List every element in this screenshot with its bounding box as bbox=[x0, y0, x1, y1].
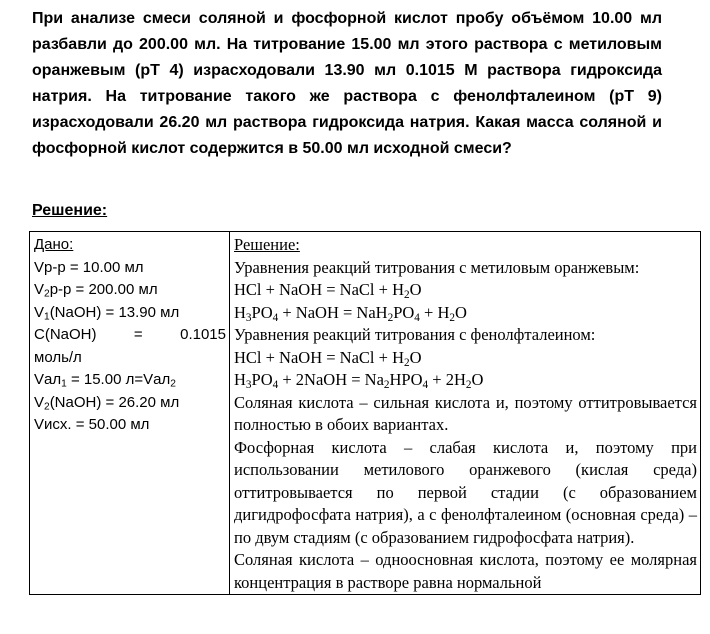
given-volume-solution: Vр-р = 10.00 мл bbox=[34, 258, 144, 276]
work-header: Решение: bbox=[234, 235, 300, 254]
paragraph-h3po4-weak: Фосфорная кислота – слабая кислота и, поэтому при использовании метилового оранжевого (кислая среда) оттитровывается по первой стадии (с образованием дигидрофосфата натрия), а с фенолфталеином (основная среда) – по двум стадиям (с образованием гидрофосфата натрия). bbox=[234, 437, 697, 547]
given-aliquot-volume: Vал$_1$ = 15.00 л=Vал$_2$ bbox=[34, 371, 176, 390]
given-cell bbox=[30, 232, 230, 595]
solution-table bbox=[29, 231, 701, 595]
equation-ph-hcl: HCl + NaOH = NaCl + $H_2O$ bbox=[234, 347, 422, 369]
intro-methyl-orange: Уравнения реакций титрования с метиловым оранжевым: bbox=[234, 257, 640, 277]
solution-cell bbox=[230, 232, 701, 595]
given-concentration-unit: моль/л bbox=[34, 348, 82, 366]
given-concentration-naoh: C(NaOH) = 0.1015 bbox=[34, 326, 226, 343]
equation-ph-h3po4: $H_3PO_4$ + 2NaOH = $Na_2HPO_4 + 2H_2O$ bbox=[234, 370, 484, 391]
problem-statement: При анализе смеси соляной и фосфорной кислот пробу объёмом 10.00 мл разбавли до 200.00 мл. На титрование 15.00 мл этого раствора с метиловым оранжевым (pT 4) израсходовали 13.90 мл 0.1015 М раствора гидроксида натрия. На титрование такого же раствора с фенолфталеином (pT 9) израсходовали 26.20 мл раствора гидроксида натрия. Какая масса соляной и фосфорной кислот содержится в 50.00 мл исходной смеси? bbox=[32, 10, 662, 157]
paragraph-hcl-monobasic: Соляная кислота – одноосновная кислота, поэтому ее молярная концентрация в растворе равна нормальной bbox=[234, 550, 697, 592]
given-volume-naoh-2: $V_2(NaOH) = 26.20$ мл bbox=[34, 393, 180, 413]
equation-mo-hcl: HCl + NaOH = NaCl + $H_2O$ bbox=[234, 280, 422, 301]
given-volume-diluted: $V_2р-р = 200.00$ мл bbox=[34, 281, 158, 300]
given-header: Дано: bbox=[34, 236, 74, 253]
paragraph-hcl-strong: Соляная кислота – сильная кислота и, поэтому оттитровывается полностью в обоих вариантах. bbox=[234, 392, 697, 434]
given-volume-naoh-1: $V_1(NaOH) = 13.90$ мл bbox=[34, 303, 180, 323]
equation-mo-h3po4: $H_3PO_4$ + NaOH = $NaH_2PO_4 + H_2O$ bbox=[234, 302, 467, 324]
table-row bbox=[30, 232, 701, 595]
intro-phenolphthalein: Уравнения реакций титрования с фенолфталеином: bbox=[234, 325, 596, 344]
given-volume-initial: Vисх. = 50.00 мл bbox=[34, 416, 150, 433]
solution-heading: Решение: bbox=[32, 202, 108, 219]
